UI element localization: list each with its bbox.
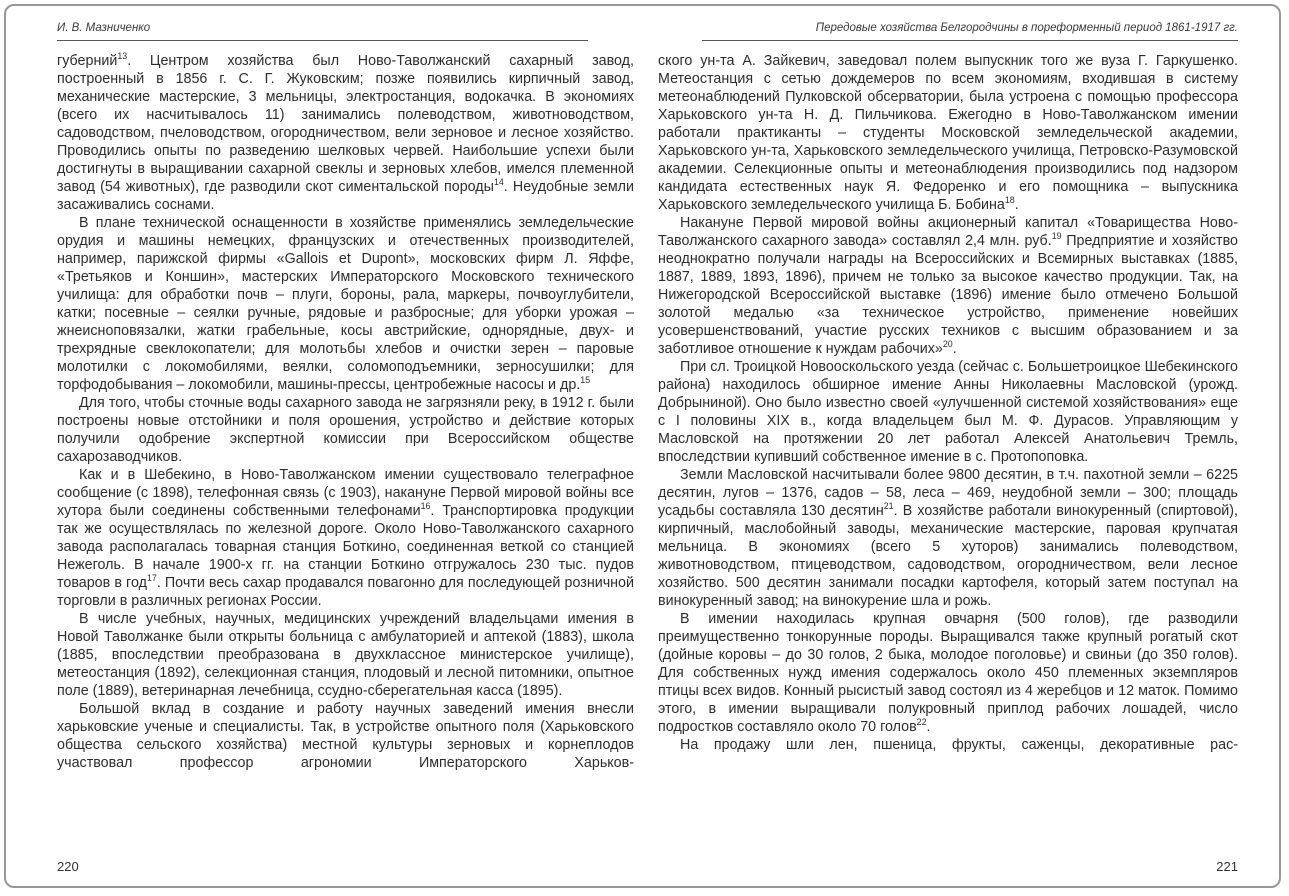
footnote-marker: 15: [580, 375, 591, 386]
left-page-number: 220: [57, 859, 79, 874]
paragraph: ского ун-та А. Зайкевич, заведовал полем выпускник того же вуза Г. Гаркушенко. Метеостанция с сетью дождемеров по всем экономиям, входившая в систему метеонаблюдений Пулковской обсерватории, была устроена с помощью профессора Харьковского ун-та Н. Д. Пильчикова. Ежегодно в Ново-Таволжанском имении работали практиканты – студенты Московской земледельческой академии, Харьковского ун-та, Харьковского земледельческого училища, Петровско-Разумовской академии. Селекционные опыты и метеонаблюдения производились под надзором кандидата естественных наук Я. Федоренко и его помощника – выпускника Харьковского земледельческого училища Б. Бобина$^{18}$.: [658, 53, 1238, 213]
footnote-marker: 20: [942, 339, 953, 350]
right-page-number: 221: [1216, 859, 1238, 874]
left-page-body: [57, 52, 634, 772]
footnote-marker: 22: [916, 717, 927, 728]
paragraph: В имении находилась крупная овчарня (500 голов), где разводили преимущественно тонкорунные породы. Выращивался также крупный рогатый скот (дойные коровы – до 30 голов, 2 быка, молодое поголовье) и свиньи (до 350 голов). Для собственных нужд имения содержалось около 450 племенных экземпляров птицы всех видов. Конный рысистый завод состоял из 4 жеребцов и 12 маток. Помимо этого, в имении выращивали полукровный приплод рабочих лошадей, число подростков составляло около 70 голов$^{22}$.: [658, 611, 1238, 735]
footnote-marker: 14: [493, 177, 504, 188]
footnote-marker: 21: [883, 501, 894, 512]
paragraph: В плане технической оснащенности в хозяйстве применялись земледельческие орудия и машины немецких, французских и отечественных производителей, например, парижской фирмы «Gallois et Dupont», московских фирм Л. Яффе, «Третьяков и Коншин», мастерских Императорского Московского технического училища: для обработки почв – плуги, бороны, рала, маркеры, почвоуглубители, катки; посевные – сеялки ручные, рядовые и разбросные; для уборки урожая – жнеисноповязалки, жатки грабельные, косы австрийские, однорядные, двух- и трехрядные свеклокопатели; для молотьбы хлебов и очистки зерен – паровые молотилки с локомобилями, веялки, соломоподъемники, зерносушилки; для торфодобывания – локомобили, машины-прессы, центробежные насосы и др.$^{15}$: [57, 215, 634, 393]
right-header-rule: [702, 40, 1238, 41]
paragraph: губерний$^{13}$. Центром хозяйства был Ново-Таволжанский сахарный завод, построенный в 1856 г. С. Г. Жуковским; позже появились кирпичный завод, механические мастерские, 3 мельницы, электростанция, водокачка. В экономиях (всего их насчитывалось 11) занимались полеводством, животноводством, садоводством, пчеловодством, огородничеством, вели зерновое и лесное хозяйство. Проводились опыты по разведению шелковых червей. Наибольшие успехи были достигнуты в выращивании сахарной свеклы и зерновых хлебов, имелся племенной завод (54 животных), где разводили скот симентальской породы$^{14}$. Неудобные земли засаживались соснами.: [57, 51, 634, 213]
footnote-marker: 18: [1004, 195, 1015, 206]
paragraph: Большой вклад в создание и работу научных заведений имения внесли харьковские ученые и специалисты. Так, в устройстве опытного поля (Харьковского общества сельского хозяйства) местной культуры зерновых и корнеплодов участвовал профессор агрономии Императорского Харьков-: [57, 701, 634, 771]
right-running-header: Передовые хозяйства Белгородчины в пореформенный период 1861-1917 гг.: [815, 22, 1238, 34]
right-page: [658, 18, 1238, 886]
paragraph: Как и в Шебекино, в Ново-Таволжанском имении существовало телеграфное сообщение (с 1898), телефонная связь (с 1903), накануне Первой мировой войны все хутора были соединены собственными телефонами$^{16}$. Транспортировка продукции так же осуществлялась по железной дороге. Около Ново-Таволжанского сахарного завода располагалась товарная станция Боткино, соединенная веткой со станцией Нежеголь. В начале 1900-х гг. на станции Боткино отгружалось 230 тыс. пудов товаров в год$^{17}$. Почти весь сахар продавался повагонно для последующей розничной торговли в различных регионах России.: [57, 467, 634, 609]
footnote-marker: 17: [146, 573, 157, 584]
right-page-body: [658, 52, 1238, 754]
left-header-rule: [57, 40, 588, 41]
footnote-marker: 16: [420, 501, 431, 512]
left-running-header: И. В. Мазниченко: [57, 22, 151, 34]
paragraph: Накануне Первой мировой войны акционерный капитал «Товарищества Ново-Таволжанского сахарного завода» составлял 2,4 млн. руб.$^{19}$ Предприятие и хозяйство неоднократно получали награды на Всероссийских и Всемирных выставках (1885, 1887, 1889, 1893, 1896), причем не только за высокое качество продукции. Так, на Нижегородской Всероссийской выставке (1896) имение было отмечено Большой золотой медалью «за техническое устройство, применение новейших усовершенствований, участие русских техников с высшим образованием и за заботливое отношение к нуждам рабочих»$^{20}$.: [658, 215, 1238, 357]
paragraph: Земли Масловской насчитывали более 9800 десятин, в т.ч. пахотной земли – 6225 десятин, лугов – 1376, садов – 58, леса – 469, неудобной земли – 300; площадь усадьбы составляла 130 десятин$^{21}$. В хозяйстве работали винокуренный (спиртовой), кирпичный, маслобойный заводы, механические мастерские, паровая крупчатая мельница. В экономиях (всего 5 хуторов) занимались полеводством, животноводством, птицеводством, садоводством, огородничеством, вели лесное хозяйство. 500 десятин занимали посадки картофеля, который затем поступал на винокуренный завод; на винокурение шла и рожь.: [658, 467, 1238, 609]
book-spread: [4, 4, 1281, 888]
footnote-marker: 19: [1051, 231, 1062, 242]
left-page: [57, 18, 634, 886]
paragraph: В числе учебных, научных, медицинских учреждений владельцами имения в Новой Таволжанке были открыты больница с амбулаторией и аптекой (1883), школа (1885, впоследствии преобразована в двухклассное министерское училище), метеостанция (1892), селекционная станция, плодовый и лесной питомники, опытное поле (1889), ветеринарная лечебница, ссудно-сберегательная касса (1895).: [57, 611, 634, 699]
paragraph: При сл. Троицкой Новооскольского уезда (сейчас с. Большетроицкое Шебекинского района) находилось обширное имение Анны Николаевны Масловской (урожд. Добрыниной). Оно было известно своей «улучшенной системой хозяйствования» еще с I половины XIX в., когда владельцем был М. Ф. Дурасов. Управляющим у Масловской на протяжении 20 лет работал Алексей Анатольевич Тремль, впоследствии купивший собственное имение в с. Протопоповка.: [658, 359, 1238, 465]
footnote-marker: 13: [117, 51, 128, 62]
paragraph: Для того, чтобы сточные воды сахарного завода не загрязняли реку, в 1912 г. были построены новые отстойники и поля орошения, устройство и действие которых получили одобрение экспертной комиссии при Всероссийском обществе сахарозаводчиков.: [57, 395, 634, 465]
paragraph: На продажу шли лен, пшеница, фрукты, саженцы, декоративные рас-: [680, 737, 1238, 753]
